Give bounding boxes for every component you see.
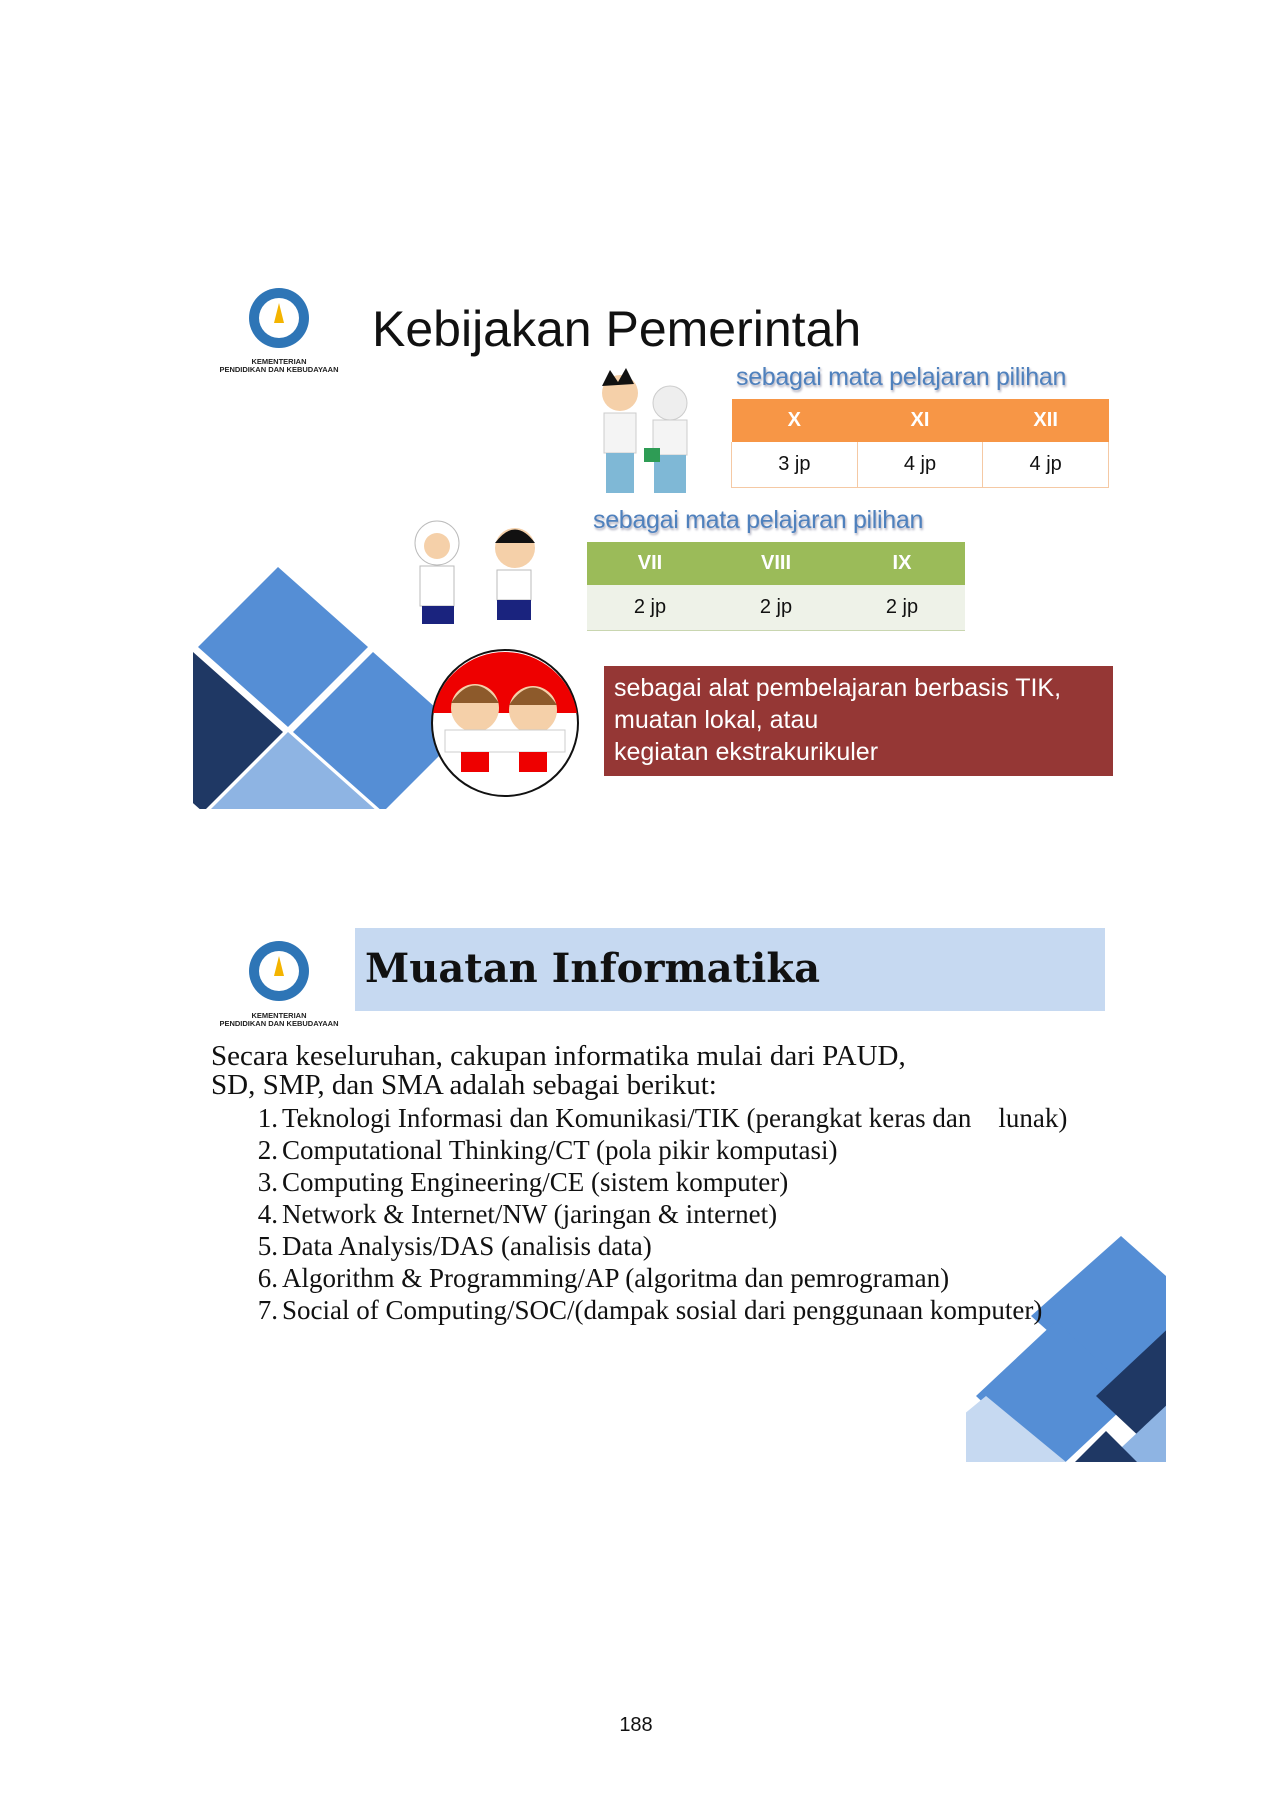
sd-policy-box bbox=[604, 666, 1113, 776]
list-item: 1. Teknologi Informasi dan Komunikasi/TIK (perangkat keras dan lunak) bbox=[257, 1103, 1068, 1133]
header-x: X bbox=[732, 399, 858, 442]
svg-text:id: id bbox=[500, 588, 511, 601]
cell-viii: 2 jp bbox=[713, 585, 839, 630]
students-illustration-smp bbox=[405, 518, 555, 638]
list-item: 2. Computational Thinking/CT (pola pikir komputasi) bbox=[257, 1135, 838, 1165]
cell-x: 3 jp bbox=[732, 442, 858, 487]
list-item: 7. Social of Computing/SOC/(dampak sosial dari penggunaan komputer) bbox=[257, 1295, 1043, 1325]
intro-line: SD, SMP, dan SMA adalah sebagai berikut: bbox=[211, 1069, 717, 1101]
smp-hours-table bbox=[587, 542, 965, 631]
sma-subtitle: sebagai mata pelajaran pilihan bbox=[736, 363, 1067, 391]
intro-line: Secara keseluruhan, cakupan informatika mulai dari PAUD, bbox=[211, 1040, 906, 1072]
list-item: 3. Computing Engineering/CE (sistem komputer) bbox=[257, 1167, 789, 1197]
slide-title: Kebijakan Pemerintah bbox=[372, 301, 862, 357]
sd-line: muatan lokal, atau bbox=[614, 706, 819, 734]
cell-vii: 2 jp bbox=[587, 585, 713, 630]
logo-caption: KEMENTERIAN PENDIDIKAN DAN KEBUDAYAAN bbox=[219, 357, 339, 374]
students-illustration-sma bbox=[590, 368, 700, 503]
header-vii: VII bbox=[587, 542, 713, 585]
header-xii: XII bbox=[983, 399, 1109, 442]
cell-xi: 4 jp bbox=[857, 442, 983, 487]
sma-hours-table bbox=[731, 399, 1109, 488]
kemendikbud-logo bbox=[248, 936, 310, 1006]
sd-line: kegiatan ekstrakurikuler bbox=[614, 738, 879, 766]
intro-text bbox=[211, 1042, 1111, 1100]
list-item: 6. Algorithm & Programming/AP (algoritma dan pemrograman) bbox=[257, 1263, 950, 1293]
students-illustration-sd bbox=[425, 648, 585, 803]
header-viii: VIII bbox=[713, 542, 839, 585]
logo-caption: KEMENTERIAN PENDIDIKAN DAN KEBUDAYAAN bbox=[219, 1011, 339, 1028]
smp-subtitle: sebagai mata pelajaran pilihan bbox=[593, 506, 924, 534]
list-item: 4. Network & Internet/NW (jaringan & internet) bbox=[257, 1199, 778, 1229]
list-item: 5. Data Analysis/DAS (analisis data) bbox=[257, 1231, 652, 1261]
slide-title: Muatan Informatika bbox=[365, 945, 820, 992]
cell-ix: 2 jp bbox=[839, 585, 965, 630]
page-number: 188 bbox=[619, 1714, 653, 1736]
header-xi: XI bbox=[857, 399, 983, 442]
cell-xii: 4 jp bbox=[983, 442, 1109, 487]
informatics-scope-list bbox=[244, 1103, 1104, 1330]
header-ix: IX bbox=[839, 542, 965, 585]
kemendikbud-logo bbox=[248, 283, 310, 353]
sd-line: sebagai alat pembelajaran berbasis TIK, bbox=[614, 674, 1062, 702]
